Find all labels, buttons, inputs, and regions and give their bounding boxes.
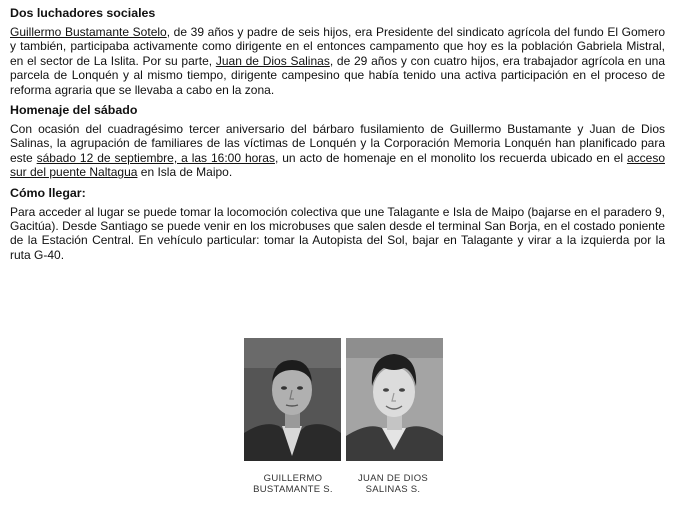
portrait-photo-icon (346, 338, 443, 461)
section-heading-luchadores: Dos luchadores sociales (10, 6, 156, 20)
section-paragraph-como-llegar (10, 205, 665, 263)
paragraph-text: , de 39 años y padre de seis hijos, era Presidente del sindicato agrícola del fundo El Gomero y también, participaba activamente como dirigente en el entonces campamento que hoy es la población Gabriela Mistral, en el sector de La Islita. Por su parte, (10, 25, 665, 68)
paragraph-text: Con ocasión del cuadragésimo tercer aniversario del bárbaro fusilamiento de Guillermo Bustamante y Juan de Dios Salinas, la agrupación de familiares de las víctimas de Lonquén y la Corporación Memoria Lonquén han planificado para este (10, 122, 665, 165)
photo-gallery (0, 338, 673, 506)
photo-caption-salinas: JUAN DE DIOS SALINAS S. (357, 473, 429, 495)
paragraph-text: en Isla de Maipo. (137, 165, 233, 180)
name-link-bustamante[interactable]: Guillermo Bustamante Sotelo (10, 25, 167, 39)
paragraph-text: , de 29 años y con cuatro hijos, era trabajador agrícola en una parcela de Lonquén y al mismo tiempo, dirigente campesino que había tenido una activa participación en el proceso de reforma agraria que se llevaba a cabo en la zona. (10, 53, 666, 97)
event-date-link[interactable]: sábado 12 de septiembre, a las 16:00 horas (36, 150, 275, 165)
section-heading-homenaje: Homenaje del sábado (10, 103, 138, 118)
event-place-link[interactable]: acceso sur del puente Naltagua (10, 150, 665, 180)
section-heading-como-llegar: Cómo llegar: (10, 185, 86, 200)
photo-caption-bustamante: GUILLERMO BUSTAMANTE S. (253, 473, 333, 495)
section-paragraph-homenaje (10, 122, 665, 180)
portrait-bustamante (244, 338, 341, 461)
portrait-photo-icon (244, 338, 341, 461)
name-link-salinas[interactable]: Juan de Dios Salinas (215, 53, 330, 68)
portrait-salinas (346, 338, 443, 461)
section-paragraph-luchadores (10, 25, 665, 97)
paragraph-text: Para acceder al lugar se puede tomar la locomoción colectiva que une Talagante e Isla de Maipo (bajarse en el paradero 9, Gacitúa). Desde Santiago se puede venir en los microbuses que salen desde el terminal San Borja, en el costado poniente de la Estación Central. En vehículo particular: tomar la Autopista del Sol, bajar en Talagante y virar a la izquierda por la ruta G-40. (10, 204, 665, 262)
paragraph-text: , un acto de homenaje en el monolito los recuerda ubicado en el (274, 150, 627, 165)
